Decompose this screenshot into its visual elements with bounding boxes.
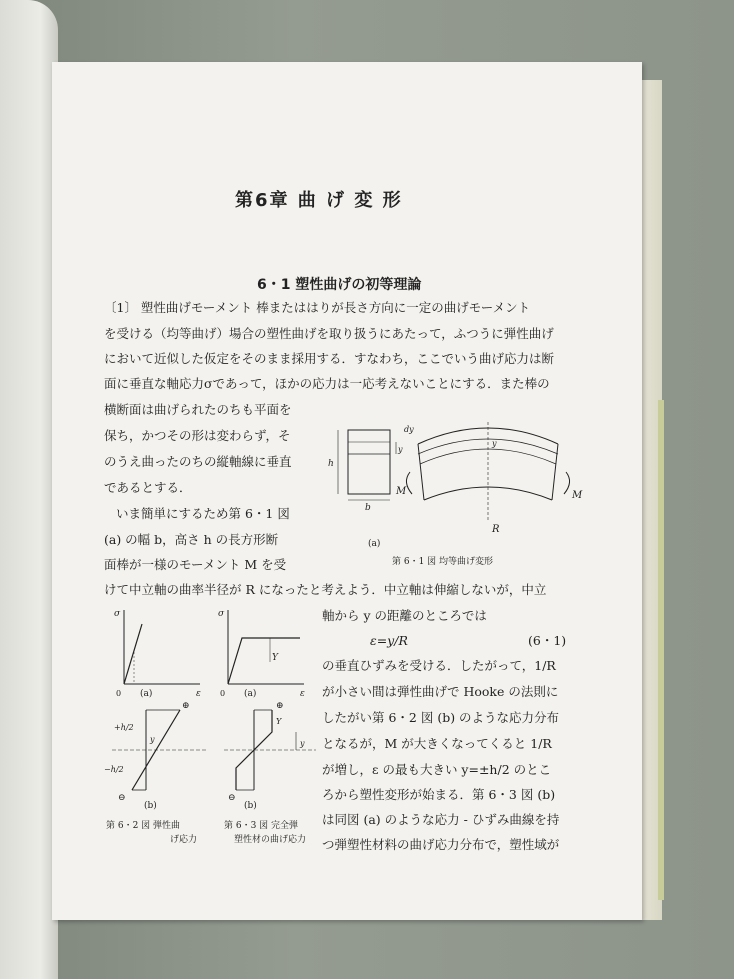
label-sigma: σ xyxy=(114,609,121,619)
label-y: y xyxy=(300,739,305,748)
label-plus: ⊕ xyxy=(276,702,284,711)
figure-6-3b xyxy=(220,702,320,802)
fig61-sub-a: (a) xyxy=(368,539,381,549)
label-eps: ε xyxy=(196,689,201,699)
equation-number: (6・1) xyxy=(528,633,567,648)
moment-arrow-left xyxy=(406,472,412,494)
fig61-caption: 第 6・1 図 均等曲げ変形 xyxy=(392,557,494,567)
label-zero: 0 xyxy=(116,689,122,698)
fig62-sub-b: (b) xyxy=(144,801,157,811)
text-line-4: 面に垂直な軸応力σであって，ほかの応力は一応考えないことにする．また棒の xyxy=(104,376,550,391)
elastic-plastic-line xyxy=(228,638,300,684)
label-h: h xyxy=(328,459,334,469)
moment-arrow-right xyxy=(564,472,570,494)
label-b: b xyxy=(365,503,371,513)
text-line-18: が増し，ε の最も大きい y=±h/2 のとこ xyxy=(322,762,552,777)
section-rect xyxy=(348,430,390,494)
figure-6-1 xyxy=(310,402,586,552)
label-zero: 0 xyxy=(220,689,226,698)
text-line-12: けて中立軸の曲率半径が R になったと考えよう．中立軸は伸縮しないが，中立 xyxy=(104,582,547,597)
fig62-caption-1: 第 6・2 図 弾性曲 xyxy=(106,821,181,831)
text-line-14: の垂直ひずみを受ける．したがって，1/R xyxy=(322,658,556,673)
beam-top-edge xyxy=(418,428,558,444)
text-line-6: 保ち，かつその形は変わらず，そ xyxy=(104,428,291,443)
equation-6-1: ε=y/R xyxy=(370,633,408,648)
text-line-11: 面棒が一様のモーメント M を受 xyxy=(104,557,287,572)
label-Y: Y xyxy=(276,717,282,726)
book-page xyxy=(52,62,642,920)
label-R: R xyxy=(492,524,500,535)
label-minus: ⊖ xyxy=(228,793,236,802)
label-plus: ⊕ xyxy=(182,702,190,711)
label-plus-h2: +h/2 xyxy=(114,723,134,732)
label-M-left: M xyxy=(396,486,407,497)
text-line-21: つ弾塑性材料の曲げ応力分布で，塑性域が xyxy=(322,837,560,852)
fig62-sub-a: (a) xyxy=(140,689,153,699)
text-line-10: (a) の幅 b，高さ h の長方形断 xyxy=(104,532,279,547)
text-line-2: を受ける（均等曲げ）場合の塑性曲げを取り扱うにあたって，ふつうに弾性曲げ xyxy=(104,326,554,341)
text-line-20: は同図 (a) のような応力 - ひずみ曲線を持 xyxy=(322,812,560,827)
label-minus-h2: −h/2 xyxy=(104,765,124,774)
fig63-caption-2: 塑性材の曲げ応力 xyxy=(234,835,307,845)
label-y-a: y xyxy=(398,445,403,454)
label-Y: Y xyxy=(272,653,278,663)
section-title: 6・1 塑性曲げの初等理論 xyxy=(257,277,422,293)
text-line-13: 軸から y の距離のところでは xyxy=(322,608,487,623)
left-page-edge xyxy=(0,0,58,979)
figure-6-2b xyxy=(102,702,212,802)
text-line-19: ろから塑性変形が始まる．第 6・3 図 (b) xyxy=(322,787,556,802)
beam-fiber xyxy=(418,439,558,454)
text-line-15: が小さい間は弾性曲げで Hooke の法則に xyxy=(322,684,559,699)
label-sigma: σ xyxy=(218,609,225,619)
text-line-7: のうえ曲ったのちの縦軸線に垂直 xyxy=(104,454,292,469)
figure-6-2a xyxy=(112,602,212,702)
text-line-16: したがい第 6・2 図 (b) のような応力分布 xyxy=(322,710,560,725)
elastic-line xyxy=(124,624,142,684)
label-dy: dy xyxy=(404,425,414,434)
fig63-sub-b: (b) xyxy=(244,801,257,811)
chapter-title: 第6章 曲 げ 変 形 xyxy=(235,190,403,211)
beam-neutral xyxy=(420,449,556,464)
fig63-caption-1: 第 6・3 図 完全弾 xyxy=(224,821,299,831)
label-y-b: y xyxy=(492,439,497,448)
label-M-right: M xyxy=(572,490,583,501)
page-stack-tab xyxy=(658,400,664,900)
fig62-caption-2: げ応力 xyxy=(170,835,198,845)
text-line-5: 横断面は曲げられたのちも平面を xyxy=(104,402,292,417)
label-y: y xyxy=(150,735,155,744)
figure-6-3a xyxy=(216,602,316,702)
label-eps: ε xyxy=(300,689,305,699)
fig63-sub-a: (a) xyxy=(244,689,257,699)
label-minus: ⊖ xyxy=(118,793,126,802)
text-line-1: 〔1〕 塑性曲げモーメント 棒またははりが長さ方向に一定の曲げモーメント xyxy=(104,300,531,315)
text-line-17: となるが，M が大きくなってくると 1/R xyxy=(322,736,552,751)
text-line-9: いま簡単にするため第 6・1 図 xyxy=(116,506,290,521)
text-line-3: において近似した仮定をそのまま採用する．すなわち，ここでいう曲げ応力は断 xyxy=(104,351,555,366)
text-line-8: であるとする． xyxy=(104,480,192,495)
